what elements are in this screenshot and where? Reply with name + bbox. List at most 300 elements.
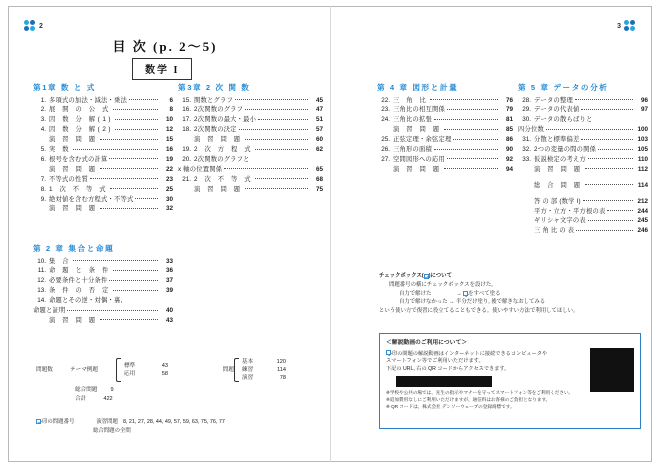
video-box-line1-text: 印の問題の解説動画はインターネットに接続できるコンピュータや	[392, 350, 548, 357]
toc-entry-label: 演 習 問 題	[49, 136, 98, 144]
toc-leader-dots	[585, 168, 633, 169]
toc-entry-label: 因 数 分 解(1)	[49, 116, 114, 124]
toc-entry-label: 演 習 問 題	[393, 126, 442, 134]
toc-entry[interactable]	[33, 288, 173, 294]
toc-entry[interactable]	[377, 137, 513, 143]
problem-group-label: 問題	[222, 367, 234, 374]
toc-chapter-heading: 第1章 数 と 式	[33, 83, 96, 92]
toc-leader-dots	[224, 168, 308, 169]
checkbox-note-line2-a: 自力で解けた	[399, 290, 432, 297]
mark-note-row1	[36, 418, 336, 427]
toc-leader-dots	[583, 200, 633, 201]
toc-entry-number: 15.	[182, 96, 191, 104]
toc-entry-label: 平方・立方・平方根の表	[534, 207, 606, 215]
toc-entry-number: 21.	[182, 175, 191, 183]
toc-entry-number: 16.	[182, 106, 191, 114]
toc-entry[interactable]	[178, 127, 323, 133]
toc-entry-number: 29.	[522, 106, 531, 114]
toc-entry-label: 2つの変量の間の関係	[534, 146, 597, 154]
toc-entry-label: 正弦定理・余弦定理	[393, 136, 452, 144]
toc-entry-label: 根号を含む式の計算	[49, 155, 108, 163]
toc-entry[interactable]	[33, 308, 173, 314]
toc-entry-page: 8	[169, 106, 173, 114]
checkbox-note-title-after: )について	[428, 273, 452, 279]
checkbox-note-title-before: チェックボックス(	[379, 273, 424, 279]
toc-entry-page: 85	[505, 126, 513, 134]
theme-count-item: 標準 43	[124, 363, 168, 370]
toc-entry-page: 103	[637, 136, 648, 144]
toc-entry[interactable]	[33, 298, 173, 304]
toc-entry[interactable]	[33, 206, 173, 212]
checkbox-note-line4: という使い方で復習に役立てることもできる。使いやすい方法で利用してほしい。	[379, 307, 579, 314]
toc-leader-dots	[245, 109, 308, 110]
toc-entry-number: 26.	[381, 146, 390, 154]
toc-entry[interactable]	[518, 183, 648, 189]
checkbox-note	[379, 272, 641, 315]
toc-entry[interactable]	[33, 167, 173, 173]
toc-entry-label: 三角比の拡張	[393, 116, 432, 124]
toc-entry-number: 25.	[381, 136, 390, 144]
toc-entry-page: 112	[637, 165, 648, 173]
toc-column-chapter3	[178, 84, 323, 197]
toc-entry-number: 30.	[522, 116, 531, 124]
page-number-right: 3	[617, 22, 621, 30]
toc-entry[interactable]	[33, 127, 173, 133]
toc-entry[interactable]	[377, 167, 513, 173]
toc-entry-page: 100	[637, 126, 648, 134]
toc-entry-label: 答 の 部 (数学 I)	[534, 197, 581, 205]
toc-entry-page: 96	[640, 96, 648, 104]
toc-entry[interactable]	[33, 117, 173, 123]
toc-entry-page: 22	[165, 165, 173, 173]
problem-count-block	[36, 358, 326, 404]
video-box-title: ＜解説動画のご利用について＞	[386, 340, 468, 346]
toc-leader-dots	[113, 290, 158, 291]
toc-entry-label: ギリシャ文字の表	[534, 217, 586, 225]
toc-chapter-heading: 第3章 2 次 関 数	[178, 83, 251, 92]
toc-entry[interactable]	[377, 98, 513, 104]
checkbox-note-line3-a: 自力で解けなかった	[399, 299, 448, 306]
toc-leader-dots	[585, 184, 633, 185]
toc-entry-number: 2.	[40, 106, 46, 114]
toc-leader-dots	[447, 158, 498, 159]
toc-entry-page: 114	[637, 181, 648, 189]
toc-entry[interactable]	[178, 157, 323, 163]
publisher-logo-icon	[24, 20, 36, 32]
toc-entry[interactable]	[33, 197, 173, 203]
toc-leader-dots	[73, 260, 158, 261]
toc-leader-dots	[100, 208, 158, 209]
toc-entry-label: 2次関数のグラフ	[194, 106, 244, 114]
toc-leader-dots	[245, 139, 308, 140]
subject-badge: 数学 I	[132, 58, 192, 80]
toc-leader-dots	[258, 119, 308, 120]
toc-entry-page: 68	[315, 175, 323, 183]
toc-entry-page: 16	[165, 146, 173, 154]
toc-entry-label: 実 数	[49, 146, 72, 154]
toc-entry-label: 命題と証明	[33, 307, 66, 315]
toc-entry-number: 10.	[37, 257, 46, 265]
toc-column-chapter2	[33, 245, 173, 328]
toc-chapter-heading: 第 4 章 図形と計量	[377, 83, 459, 92]
toc-leader-dots	[100, 139, 158, 140]
toc-entry-number: 1.	[40, 96, 46, 104]
toc-entry-page: 245	[637, 217, 648, 225]
toc-entry-number: 20.	[182, 155, 191, 163]
toc-entry[interactable]	[377, 147, 513, 153]
arrow-right-icon: →	[449, 299, 455, 306]
video-box-note2: ※追加費用なしにご利用いただけますが、通信料はお客様のご負担となります。	[386, 396, 551, 402]
toc-entry-page: 57	[315, 126, 323, 134]
toc-leader-dots	[245, 188, 308, 189]
toc-entry-page: 110	[637, 155, 648, 163]
toc-leader-dots	[235, 99, 308, 100]
toc-entry-label: 演 習 問 題	[194, 185, 243, 193]
toc-entry[interactable]	[178, 137, 323, 143]
toc-entry-page: 43	[165, 316, 173, 324]
toc-entry-label: 演 習 問 題	[49, 165, 98, 173]
toc-entry-page: 45	[315, 96, 323, 104]
toc-entry-label: 絶対値を含む方程式・不等式	[49, 195, 134, 203]
toc-leader-dots	[110, 188, 158, 189]
toc-leader-dots	[588, 158, 633, 159]
toc-entry-label: データの散らばりと	[534, 116, 593, 124]
toc-entry-page: 19	[165, 155, 173, 163]
problem-count-pairs	[242, 358, 286, 382]
toc-entry[interactable]	[377, 127, 513, 133]
toc-entry-label: 三 角 比 の 表	[534, 227, 575, 235]
checkbox-note-line2	[379, 290, 641, 298]
toc-entry-page: 40	[165, 307, 173, 315]
toc-leader-dots	[239, 129, 308, 130]
checkbox-note-line1: 問題番号の横にチェックボックスを設けた。	[389, 282, 497, 289]
toc-entry-page: 94	[505, 165, 513, 173]
qr-code-redaction-block	[590, 348, 634, 392]
video-box-note1: ※学校や公共の場では、先生の指示やマナーを守ってスマートフォン等をご利用ください。	[386, 390, 574, 396]
total-count-row	[75, 395, 326, 403]
toc-leader-dots	[444, 129, 498, 130]
toc-entry-number: 19.	[182, 146, 191, 154]
toc-entry[interactable]	[518, 127, 648, 133]
mark-note-block	[36, 418, 336, 435]
toc-leader-dots	[90, 178, 158, 179]
toc-entry-page: 47	[315, 106, 323, 114]
toc-entry-number: 4.	[40, 126, 46, 134]
toc-entry-label: 空間図形への応用	[393, 155, 445, 163]
toc-leader-dots	[100, 319, 158, 320]
arrow-right-icon: →	[456, 290, 462, 297]
toc-entry-page: 15	[165, 136, 173, 144]
checkbox-note-line3	[379, 298, 641, 306]
toc-entry-page: 62	[315, 146, 323, 154]
problem-count-item: 基本 120	[242, 359, 286, 365]
toc-entry-number: 5.	[40, 146, 46, 154]
toc-entry-label: 2次関数のグラフと	[194, 155, 250, 163]
mark-note-row1-name: 演習問題	[96, 419, 118, 425]
toc-entry-number: 31.	[522, 136, 531, 144]
toc-entry[interactable]	[33, 177, 173, 183]
toc-entry-label: 演 習 問 題	[194, 136, 243, 144]
toc-leader-dots	[109, 280, 158, 281]
toc-entry[interactable]	[178, 187, 323, 193]
video-usage-box	[379, 333, 641, 429]
toc-entry-label: 演 習 問 題	[393, 165, 442, 173]
toc-entry[interactable]	[178, 117, 323, 123]
theme-example-label: テーマ例題	[70, 367, 98, 374]
toc-entry-label: データの代表値	[534, 106, 580, 114]
toc-leader-dots	[129, 99, 158, 100]
toc-entry[interactable]	[377, 117, 513, 123]
toc-entry-number: 22.	[381, 96, 390, 104]
sougou-count-row	[75, 386, 326, 394]
toc-entry-label: 分散と標準偏差	[534, 136, 580, 144]
toc-entry-page: 76	[505, 96, 513, 104]
toc-entry-page: 75	[315, 185, 323, 193]
total-value: 422	[103, 396, 113, 403]
sougou-label: 総合問題	[75, 387, 98, 394]
toc-entry-label: 命 題 と 条 件	[49, 267, 111, 275]
page-gutter	[330, 6, 331, 462]
toc-entry-number: 27.	[381, 155, 390, 163]
toc-entry[interactable]	[33, 259, 173, 265]
toc-entry-page: 33	[165, 257, 173, 265]
toc-entry[interactable]	[33, 268, 173, 274]
toc-entry-number: 32.	[522, 146, 531, 154]
toc-entry-page: 97	[640, 106, 648, 114]
toc-leader-dots	[444, 168, 498, 169]
toc-entry-page: 90	[505, 146, 513, 154]
toc-entry-page: 65	[315, 165, 323, 173]
toc-leader-dots	[576, 230, 633, 231]
toc-entry[interactable]	[518, 209, 648, 215]
toc-leader-dots	[135, 198, 158, 199]
toc-entry-label: 多項式の加法・減法・乗法	[49, 96, 127, 104]
toc-entry-label: 集 合	[49, 257, 72, 265]
toc-leader-dots	[109, 158, 158, 159]
url-redaction-block	[396, 376, 492, 387]
toc-entry-label: 演 習 問 題	[534, 165, 583, 173]
checkbox-icon	[463, 291, 468, 296]
toc-entry-page: 212	[637, 197, 648, 205]
toc-entry-page: 246	[637, 227, 648, 235]
toc-leader-dots	[607, 210, 633, 211]
toc-entry-label: 2 次 不 等 式	[194, 175, 254, 183]
toc-leader-dots	[113, 109, 158, 110]
toc-entry-label: 条 件 の 否 定	[49, 287, 111, 295]
toc-entry-number: 28.	[522, 96, 531, 104]
toc-leader-dots	[430, 99, 498, 100]
toc-entry[interactable]	[33, 318, 173, 324]
toc-entry-label: 三 角 比	[393, 96, 429, 104]
video-box-line2: スマートフォン等でご利用いただけます。	[386, 358, 484, 365]
toc-entry[interactable]	[33, 157, 173, 163]
toc-entry-label: 三角形の面積	[393, 146, 432, 154]
toc-entry-label: 因 数 分 解(2)	[49, 126, 114, 134]
toc-entry[interactable]	[33, 107, 173, 113]
toc-entry-label: 不等式の性質	[49, 175, 88, 183]
checkbox-note-title	[379, 272, 641, 280]
toc-entry[interactable]	[518, 107, 648, 113]
toc-entry-page: 10	[165, 116, 173, 124]
toc-entry-page: 105	[637, 146, 648, 154]
toc-leader-dots	[598, 149, 633, 150]
toc-entry-page: 81	[505, 116, 513, 124]
toc-entry-page: 51	[315, 116, 323, 124]
video-box-line3: 下記の URL, 右の QR コードからアクセスできます。	[386, 366, 510, 373]
toc-entry-number: 7.	[40, 175, 46, 183]
toc-entry[interactable]	[33, 98, 173, 104]
toc-entry[interactable]	[33, 278, 173, 284]
total-label: 合計	[75, 396, 87, 403]
mark-note-row1-value: 8, 21, 27, 28, 44, 49, 57, 59, 63, 75, 76, 77	[122, 419, 225, 425]
toc-entry[interactable]	[518, 147, 648, 153]
brace-left-icon	[116, 358, 121, 382]
toc-leader-dots	[434, 149, 498, 150]
problem-count-item: 練習 114	[242, 367, 286, 374]
toc-entry-page: 12	[165, 126, 173, 134]
toc-entry-label: 1 次 不 等 式	[49, 185, 109, 193]
toc-entry-label: 仮説検定の考え方	[534, 155, 586, 163]
mark-note-label: 印の問題番号	[36, 418, 74, 427]
folio-left	[24, 20, 43, 32]
problem-count-item: 演習 78	[242, 375, 286, 382]
toc-entry-label: 命題とその逆・対偶・裏,	[49, 297, 123, 305]
toc-entry-page: 6	[169, 96, 173, 104]
toc-entry-label: 三角比の相互関係	[393, 106, 445, 114]
video-box-note3: ※ QR コードは、株式会社 デンソーウェーブの登録商標です。	[386, 403, 515, 409]
toc-leader-dots	[575, 99, 633, 100]
sougou-value: 9	[110, 387, 114, 394]
toc-column-chapter5	[518, 84, 648, 238]
checkbox-icon	[424, 274, 429, 279]
toc-leader-dots	[434, 119, 498, 120]
toc-entry[interactable]	[518, 199, 648, 205]
toc-leader-dots	[588, 220, 633, 221]
publisher-logo-icon	[624, 20, 636, 32]
toc-entry-page: 30	[165, 195, 173, 203]
checkbox-icon	[386, 350, 391, 355]
page-number-left: 2	[39, 22, 43, 30]
toc-entry-number: 12.	[37, 277, 46, 285]
toc-entry-page: 23	[165, 175, 173, 183]
toc-chapter-heading: 第 2 章 集合と命題	[33, 244, 115, 253]
toc-entry-label: 必要条件と十分条件	[49, 277, 108, 285]
toc-entry-label: 演 習 問 題	[49, 316, 98, 324]
checkbox-icon	[36, 419, 41, 424]
toc-entry[interactable]	[518, 218, 648, 224]
toc-entry-number: 8.	[40, 185, 46, 193]
mark-note-row2: 総合問題の全問	[93, 427, 131, 434]
toc-entry[interactable]	[178, 167, 323, 173]
toc-entry-number: 24.	[381, 116, 390, 124]
toc-entry-page: 60	[315, 136, 323, 144]
toc-entry-page: 37	[165, 277, 173, 285]
toc-entry[interactable]	[518, 228, 648, 234]
toc-leader-dots	[67, 310, 158, 311]
toc-entry[interactable]	[178, 107, 323, 113]
toc-leader-dots	[255, 149, 308, 150]
toc-entry[interactable]	[33, 147, 173, 153]
toc-entry-number: 14.	[37, 297, 46, 305]
toc-entry-page: 79	[505, 106, 513, 114]
toc-column-chapter1	[33, 84, 173, 216]
toc-leader-dots	[115, 129, 158, 130]
toc-entry[interactable]	[518, 167, 648, 173]
toc-leader-dots	[546, 129, 633, 130]
toc-entry-page: 244	[637, 207, 648, 215]
brace-left-icon	[234, 358, 239, 382]
toc-entry-number: 33.	[522, 155, 531, 163]
checkbox-note-line2-b: をすべて塗る	[468, 290, 501, 297]
toc-leader-dots	[447, 109, 498, 110]
toc-entry-number: 18.	[182, 126, 191, 134]
toc-entry-number: 17.	[182, 116, 191, 124]
toc-entry-label: データの整理	[534, 96, 573, 104]
theme-count-item: 応用 58	[124, 371, 168, 378]
toc-entry[interactable]	[178, 147, 323, 153]
folio-right	[617, 20, 636, 32]
toc-entry-page: 92	[505, 155, 513, 163]
toc-leader-dots	[113, 270, 158, 271]
toc-entry[interactable]	[518, 98, 648, 104]
toc-column-chapter4	[377, 84, 513, 177]
toc-leader-dots	[115, 119, 158, 120]
toc-entry-label: 演 習 問 題	[49, 205, 98, 213]
toc-entry[interactable]	[518, 117, 648, 123]
toc-entry-number: 23.	[381, 106, 390, 114]
toc-entry[interactable]	[377, 157, 513, 163]
toc-entry-label: 関数とグラフ	[194, 96, 233, 104]
toc-entry-number: 6.	[40, 155, 46, 163]
toc-leader-dots	[453, 139, 498, 140]
toc-entry-page: 86	[505, 136, 513, 144]
toc-entry-number: 3.	[40, 116, 46, 124]
toc-entry-number: 9.	[40, 195, 46, 203]
toc-entry[interactable]	[518, 137, 648, 143]
toc-entry-label: 2次関数の決定	[194, 126, 237, 134]
toc-entry-page: 39	[165, 287, 173, 295]
toc-chapter-heading: 第 5 章 データの分析	[518, 83, 609, 92]
toc-entry-page: 32	[165, 205, 173, 213]
page-title: 目 次 (p. 2〜5)	[112, 39, 218, 54]
checkbox-note-line3-b: 半分だけ塗り, 後で解きなおしてみる	[455, 299, 546, 306]
toc-entry[interactable]	[33, 187, 173, 193]
toc-leader-dots	[73, 149, 158, 150]
toc-leader-dots	[100, 168, 158, 169]
toc-entry[interactable]	[33, 137, 173, 143]
toc-entry[interactable]	[178, 98, 323, 104]
toc-entry-page: 36	[165, 267, 173, 275]
toc-entry[interactable]	[377, 107, 513, 113]
toc-entry-label: 2 次 方 程 式	[194, 146, 254, 154]
toc-leader-dots	[581, 139, 633, 140]
problem-count-label: 問題数	[36, 367, 53, 374]
toc-entry-page: 25	[165, 185, 173, 193]
toc-entry-number: 13.	[37, 287, 46, 295]
toc-entry-label: 2次関数の最大・最小	[194, 116, 257, 124]
toc-entry-label: x 軸の位置関係	[178, 165, 223, 173]
toc-entry[interactable]	[518, 157, 648, 163]
toc-leader-dots	[255, 178, 308, 179]
toc-entry-label: 総 合 問 題	[534, 181, 583, 189]
toc-entry-label: 展 開 の 公 式	[49, 106, 111, 114]
toc-entry-number: 11.	[37, 267, 46, 275]
theme-count-pairs	[124, 362, 168, 378]
toc-leader-dots	[581, 109, 633, 110]
problem-count-row	[36, 358, 326, 382]
toc-entry-label: 四分位数	[518, 126, 544, 134]
toc-entry[interactable]	[178, 177, 323, 183]
